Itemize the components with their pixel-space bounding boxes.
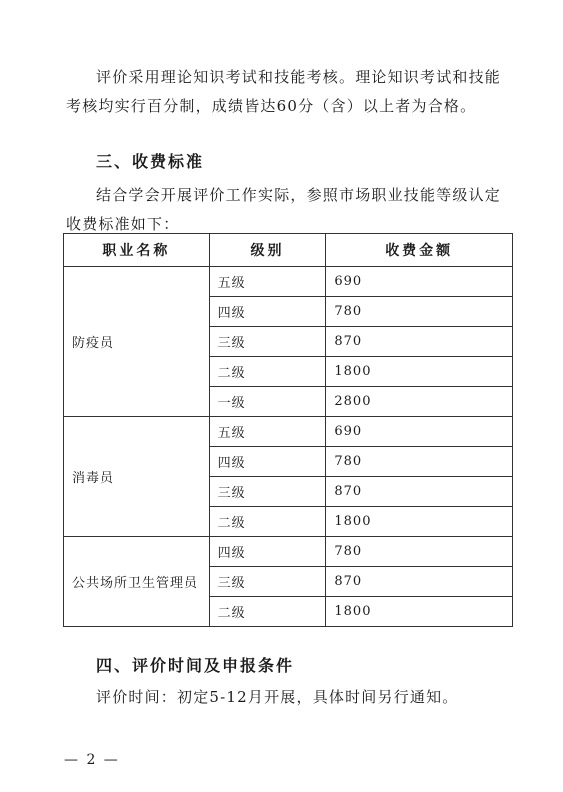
level-cell: 四级 (209, 297, 326, 327)
section-heading-fees: 三、收费标准 (96, 152, 205, 171)
fee-cell: 780 (326, 537, 513, 567)
table-row (64, 267, 513, 297)
level-cell: 五级 (209, 417, 326, 447)
page-number: — 2 — (64, 752, 120, 768)
table-row (64, 537, 513, 567)
header-occupation: 职业名称 (64, 234, 210, 267)
fee-table (63, 233, 513, 627)
schedule-paragraph: 评价时间：初定5-12月开展，具体时间另行通知。 (96, 688, 459, 706)
fee-cell: 780 (326, 447, 513, 477)
header-level: 级别 (209, 234, 326, 267)
level-cell: 一级 (209, 387, 326, 417)
fee-cell: 690 (326, 267, 513, 297)
fee-cell: 1800 (326, 507, 513, 537)
fee-cell: 690 (326, 417, 513, 447)
fee-cell: 2800 (326, 387, 513, 417)
occupation-cell: 公共场所卫生管理员 (64, 537, 210, 627)
level-cell: 四级 (209, 537, 326, 567)
fee-cell: 1800 (326, 597, 513, 627)
level-cell: 三级 (209, 477, 326, 507)
section-heading-schedule: 四、评价时间及申报条件 (96, 656, 295, 675)
fees-intro-paragraph: 结合学会开展评价工作实际，参照市场职业技能等级认定收费标准如下： (66, 186, 502, 233)
fee-cell: 870 (326, 567, 513, 597)
level-cell: 三级 (209, 327, 326, 357)
fee-cell: 1800 (326, 357, 513, 387)
occupation-cell: 消毒员 (64, 417, 210, 537)
header-fee: 收费金额 (326, 234, 513, 267)
level-cell: 二级 (209, 597, 326, 627)
level-cell: 四级 (209, 447, 326, 477)
occupation-cell: 防疫员 (64, 267, 210, 417)
fee-table-header-row (64, 234, 513, 267)
fee-cell: 780 (326, 297, 513, 327)
level-cell: 二级 (209, 507, 326, 537)
assessment-paragraph: 评价采用理论知识考试和技能考核。理论知识考试和技能考核均实行百分制，成绩皆达60分（含）以上者为合格。 (66, 68, 502, 115)
level-cell: 三级 (209, 567, 326, 597)
fee-cell: 870 (326, 327, 513, 357)
table-row (64, 417, 513, 447)
level-cell: 五级 (209, 267, 326, 297)
level-cell: 二级 (209, 357, 326, 387)
fee-cell: 870 (326, 477, 513, 507)
